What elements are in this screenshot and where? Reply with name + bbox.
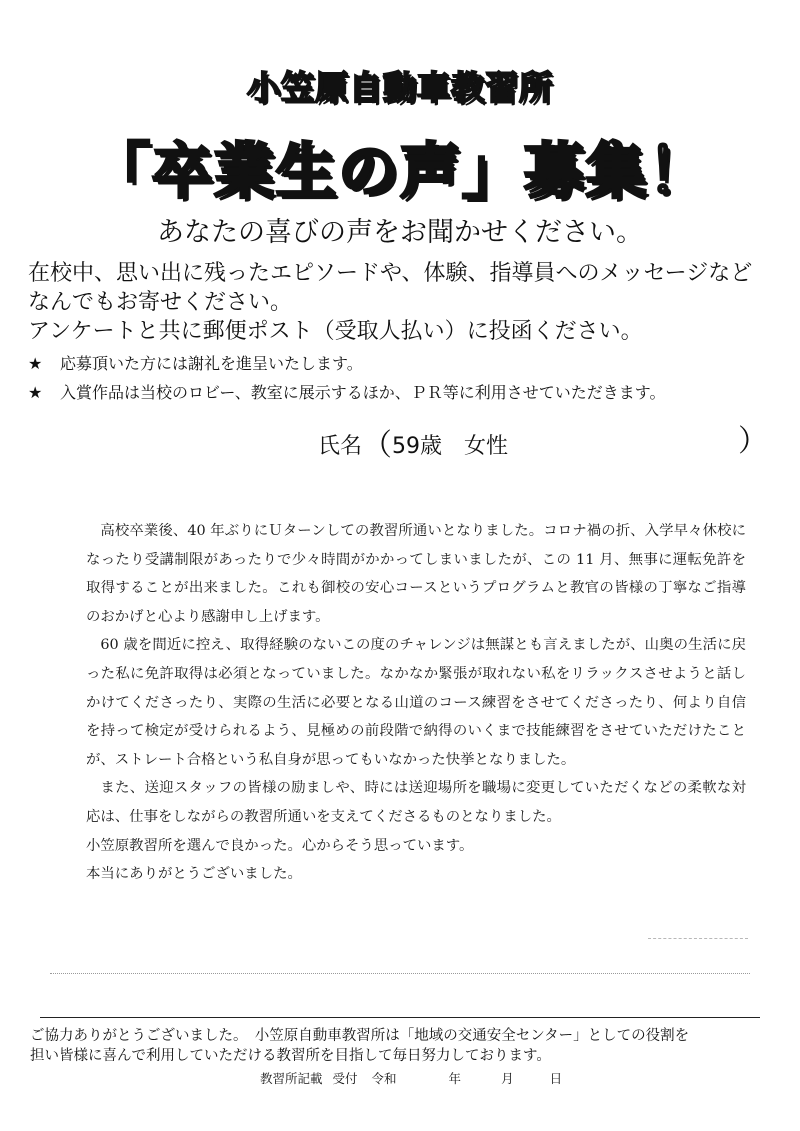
testimonial-paragraph: 小笠原教習所を選んで良かった。心からそう思っています。: [86, 837, 474, 854]
footer-divider: [40, 1017, 760, 1018]
note-item: [28, 378, 788, 407]
received-label: 受付: [332, 1071, 358, 1086]
name-label: 氏名: [318, 434, 363, 459]
intro-text: [28, 259, 788, 346]
receipt-stamp-row: [260, 1069, 562, 1087]
footer-line: 担い皆様に喜んで利用していただける教習所を目指して毎日努力しております。: [30, 1048, 551, 1064]
testimonial-paragraph: 60 歳を間近に控え、取得経験のないこの度のチャレンジは無謀とも言えましたが、山奥の生活に戻った私に免許取得は必須となっていました。なかなか緊張が取れない私をリラックスさせようと話しかけてくださったり、実際の生活に必要となる山道のコース練習をさせてくださったり、何より自信を持って検定が受けられるよう、見極めの前段階で納得のいくまで技能練習をさせていただけたことが、ストレート合格という私自身が思ってもいなかった快挙となりました。: [86, 637, 746, 768]
close-paren: ）: [738, 424, 768, 459]
faint-divider: [648, 938, 748, 939]
testimonial-paragraph: また、送迎スタッフの皆様の励ましや、時には送迎場所を職場に変更していただくなどの柔軟な対応は、仕事をしながらの教習所通いを支えてくださるものとなりました。: [86, 780, 746, 825]
year-label: 年: [448, 1071, 462, 1086]
note-item: [28, 349, 788, 378]
intro-line: 在校中、思い出に残ったエピソードや、体験、指導員へのメッセージなど: [28, 261, 753, 286]
note-text: 応募頂いた方には謝礼を進呈いたします。: [60, 354, 363, 373]
era-label: 令和: [371, 1071, 397, 1086]
month-label: 月: [501, 1071, 514, 1086]
name-value: 59歳 女性: [392, 434, 509, 459]
note-text: 入賞作品は当校のロビー、教室に展示するほか、ＰＲ等に利用させていただきます。: [60, 383, 666, 402]
footer-line: ご協力ありがとうございました。 小笠原自動車教習所は「地域の交通安全センター」としての役割を: [30, 1028, 690, 1044]
open-paren: （: [362, 428, 393, 463]
page-title: 「卒業生の声」募集！: [90, 137, 710, 207]
notes-list: [28, 349, 788, 407]
school-name-heading: 小笠原自動車教習所: [247, 68, 553, 107]
testimonial-paragraph: 高校卒業後、40 年ぶりにＵターンしての教習所通いとなりました。コロナ禍の折、入学早々休校になったり受講制限があったりで少々時間がかかってしまいましたが、この 11 月、無事に運転免許を取得することが出来ました。これも御校の安心コースというプログラムと教官の皆様の丁寧なご指導のおかげと心より感謝申し上げます。: [86, 523, 746, 625]
dotted-divider: [50, 973, 750, 974]
intro-line: なんでもお寄せください。: [28, 290, 293, 315]
testimonial-body: [86, 517, 746, 889]
intro-line: アンケートと共に郵便ポスト（受取人払い）に投函ください。: [28, 319, 643, 344]
testimonial-paragraph: 本当にありがとうございました。: [86, 866, 302, 883]
footer-message: [30, 1026, 775, 1066]
subtitle: あなたの喜びの声をお聞かせください。: [157, 217, 643, 248]
day-label: 日: [549, 1071, 563, 1086]
star-icon: ★: [28, 354, 43, 373]
name-field: [318, 418, 768, 463]
star-icon: ★: [28, 383, 43, 402]
record-label: 教習所記載: [260, 1071, 323, 1086]
